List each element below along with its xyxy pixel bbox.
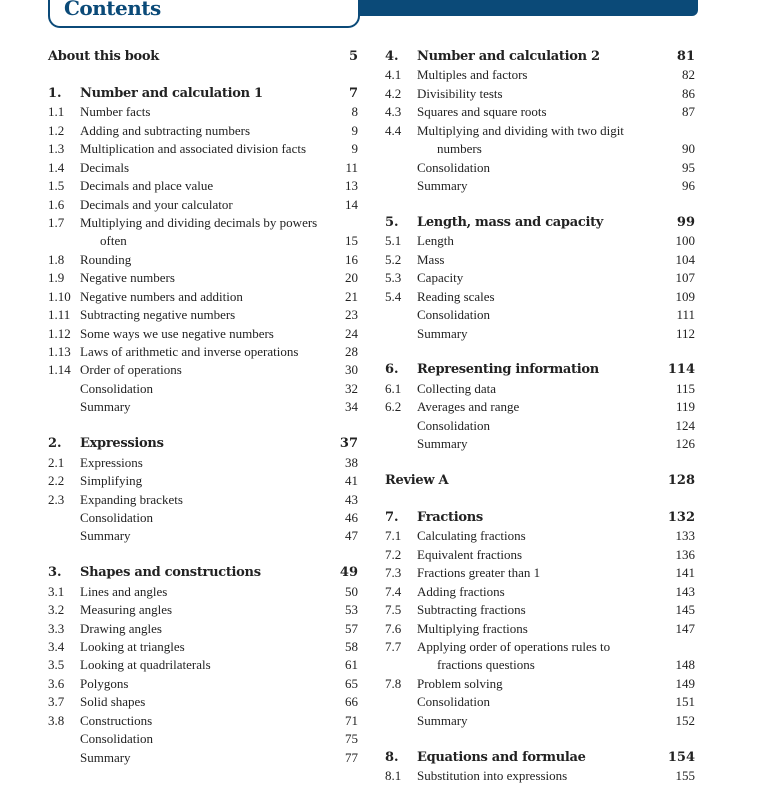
- toc-spacer: [385, 454, 695, 472]
- toc-chapter-heading[interactable]: [385, 361, 695, 379]
- entry-page: 24: [345, 325, 358, 341]
- entry-page: 30: [345, 362, 358, 378]
- entry-title: Collecting data: [417, 380, 497, 396]
- entry-number: 7.8: [385, 675, 402, 691]
- entry-number: 1.5: [48, 178, 65, 194]
- entry-page: 58: [345, 639, 358, 654]
- toc-entry[interactable]: [48, 251, 358, 269]
- toc-entry[interactable]: [385, 232, 695, 250]
- entry-title: Measuring angles: [80, 602, 173, 618]
- entry-title: Subtracting fractions: [417, 602, 526, 618]
- entry-page: 21: [345, 288, 358, 304]
- toc-spacer: [385, 730, 695, 748]
- entry-page: 154: [667, 749, 695, 765]
- entry-number: 7.5: [385, 602, 402, 618]
- entry-page: 49: [339, 565, 358, 581]
- entry-title: Rounding: [80, 251, 132, 267]
- entry-page: 81: [676, 49, 695, 64]
- toc-entry[interactable]: [48, 380, 358, 398]
- toc-entry[interactable]: [48, 103, 358, 121]
- entry-number: 4.2: [385, 85, 402, 101]
- entry-title: Number and calculation 2: [417, 49, 600, 64]
- entry-number: 1.13: [48, 344, 71, 359]
- toc-entry[interactable]: [385, 159, 695, 177]
- toc-entry[interactable]: [385, 583, 695, 601]
- entry-title: Expressions: [80, 436, 164, 452]
- entry-page: 86: [682, 85, 695, 101]
- entry-number: 5.4: [385, 288, 402, 304]
- entry-title: Consolidation: [417, 417, 490, 433]
- toc-chapter-heading[interactable]: [48, 564, 358, 582]
- entry-title: Multiplying and dividing decimals by powers: [80, 214, 318, 230]
- entry-page: 53: [345, 602, 358, 618]
- entry-title: Mass: [417, 251, 445, 267]
- entry-title: Representing information: [417, 362, 599, 378]
- entry-page: 155: [675, 768, 695, 784]
- entry-page: 9: [351, 122, 358, 138]
- entry-number: 3.6: [48, 675, 65, 691]
- toc-entry[interactable]: [48, 122, 358, 140]
- entry-number: 4.: [385, 49, 399, 64]
- entry-title: Some ways we use negative numbers: [80, 325, 274, 341]
- toc-entry[interactable]: [385, 122, 695, 140]
- toc-entry[interactable]: [385, 527, 695, 545]
- toc-entry[interactable]: [48, 601, 358, 619]
- toc-entry[interactable]: [48, 527, 358, 545]
- toc-entry[interactable]: [48, 656, 358, 674]
- toc-entry[interactable]: [385, 712, 695, 730]
- entry-page: 149: [675, 675, 695, 691]
- entry-title: Simplifying: [80, 473, 143, 489]
- entry-title: Substitution into expressions: [417, 768, 568, 784]
- entry-page: 99: [676, 214, 695, 230]
- entry-page: 50: [345, 583, 358, 599]
- toc-entry[interactable]: [48, 361, 358, 379]
- toc-entry[interactable]: [48, 638, 358, 656]
- entry-number: 5.2: [385, 251, 402, 267]
- entry-number: 1.8: [48, 251, 65, 267]
- entry-page: 145: [675, 602, 695, 618]
- entry-page: 141: [675, 565, 695, 581]
- entry-title: Polygons: [80, 675, 129, 691]
- entry-page: 14: [345, 196, 358, 212]
- entry-title: Expanding brackets: [80, 491, 183, 507]
- entry-title: Reading scales: [417, 288, 495, 304]
- toc-spacer: [385, 196, 695, 214]
- entry-page: 148: [675, 657, 695, 673]
- entry-page: 28: [345, 344, 358, 359]
- entry-title: Adding fractions: [417, 583, 505, 599]
- toc-entry[interactable]: [48, 712, 358, 730]
- entry-page: 96: [682, 178, 695, 194]
- entry-title: About this book: [48, 49, 160, 64]
- toc-entry[interactable]: [385, 435, 695, 453]
- entry-title: Summary: [80, 749, 131, 765]
- entry-number: 1.14: [48, 362, 71, 378]
- entry-page: 11: [345, 159, 358, 175]
- entry-number: 7.3: [385, 565, 402, 581]
- entry-title: Multiplying and dividing with two digit: [417, 122, 624, 138]
- toc-entry[interactable]: [385, 417, 695, 435]
- entry-number: 2.1: [48, 454, 65, 470]
- entry-number: 5.: [385, 214, 399, 230]
- entry-number: 4.3: [385, 104, 402, 120]
- entry-title: Problem solving: [417, 675, 503, 691]
- entry-title: Summary: [417, 436, 468, 452]
- page-title: Contents: [64, 0, 161, 20]
- entry-page: 133: [675, 528, 695, 544]
- toc-entry[interactable]: [385, 103, 695, 121]
- entry-page: 104: [675, 251, 695, 267]
- toc-entry[interactable]: [48, 620, 358, 638]
- entry-page: 87: [682, 104, 695, 120]
- entry-number: 7.2: [385, 546, 402, 562]
- entry-title: Summary: [417, 325, 468, 341]
- toc-chapter-heading[interactable]: [385, 48, 695, 66]
- entry-page: 107: [675, 270, 695, 286]
- entry-title: Multiplying fractions: [417, 620, 528, 636]
- toc-entry[interactable]: [385, 177, 695, 195]
- toc-entry[interactable]: [385, 380, 695, 398]
- entry-page: 128: [667, 473, 695, 489]
- entry-title: Calculating fractions: [417, 528, 526, 544]
- entry-page: 82: [682, 67, 695, 83]
- entry-title: Multiples and factors: [417, 67, 528, 83]
- entry-page: 143: [675, 583, 695, 599]
- entry-page: 71: [345, 712, 358, 728]
- entry-number: 3.: [48, 565, 62, 581]
- entry-page: 32: [345, 380, 358, 396]
- toc-chapter-heading[interactable]: [385, 472, 695, 490]
- entry-title: Fractions greater than 1: [417, 565, 541, 581]
- entry-number: 1.4: [48, 159, 65, 175]
- toc-chapter-heading[interactable]: [385, 509, 695, 527]
- toc-entry[interactable]: [48, 509, 358, 527]
- entry-page: 114: [667, 362, 695, 378]
- toc-entry[interactable]: [385, 269, 695, 287]
- toc-entry[interactable]: [48, 177, 358, 195]
- entry-page: 5: [348, 49, 358, 64]
- entry-number: 3.8: [48, 712, 65, 728]
- toc-entry[interactable]: [48, 288, 358, 306]
- entry-number: 3.7: [48, 694, 65, 710]
- toc-entry[interactable]: [48, 306, 358, 324]
- entry-title: Summary: [80, 528, 131, 544]
- toc-entry[interactable]: [48, 398, 358, 416]
- entry-page: 37: [339, 436, 358, 452]
- entry-number: 1.9: [48, 270, 65, 286]
- entry-page: 46: [345, 509, 358, 525]
- entry-number: 5.1: [385, 233, 402, 249]
- entry-page: 43: [345, 491, 358, 507]
- entry-page: 124: [675, 417, 695, 433]
- toc-entry[interactable]: [385, 398, 695, 416]
- entry-title: Squares and square roots: [417, 104, 547, 120]
- entry-title: Consolidation: [417, 159, 490, 175]
- toc-entry[interactable]: [385, 251, 695, 269]
- entry-number: 7.4: [385, 583, 402, 599]
- toc-entry[interactable]: [48, 749, 358, 767]
- entry-title: Looking at triangles: [80, 639, 185, 654]
- toc-entry[interactable]: [385, 767, 695, 785]
- entry-title: Consolidation: [80, 380, 153, 396]
- entry-page: 132: [667, 509, 695, 525]
- toc-entry[interactable]: [385, 140, 695, 158]
- toc-entry[interactable]: [385, 601, 695, 619]
- toc-spacer: [48, 417, 358, 435]
- entry-number: 7.6: [385, 620, 402, 636]
- entry-title: Decimals and place value: [80, 178, 214, 194]
- entry-title: Capacity: [417, 270, 464, 286]
- toc-entry[interactable]: [385, 638, 695, 656]
- toc-chapter-heading[interactable]: [385, 214, 695, 232]
- entry-page: 20: [345, 270, 358, 286]
- entry-title: Negative numbers and addition: [80, 288, 243, 304]
- entry-title: Consolidation: [80, 509, 153, 525]
- entry-page: 109: [675, 288, 695, 304]
- toc-entry[interactable]: [48, 269, 358, 287]
- entry-title: Solid shapes: [80, 694, 146, 710]
- entry-title: Multiplication and associated division facts: [80, 141, 307, 157]
- toc-entry[interactable]: [385, 620, 695, 638]
- entry-page: 57: [345, 620, 358, 636]
- entry-title: Divisibility tests: [417, 85, 503, 101]
- entry-title: often: [100, 233, 127, 249]
- entry-title: Drawing angles: [80, 620, 162, 636]
- toc-entry[interactable]: [385, 85, 695, 103]
- toc-spacer: [385, 491, 695, 509]
- entry-title: Length, mass and capacity: [417, 214, 604, 230]
- entry-page: 47: [345, 528, 358, 544]
- entry-number: 3.2: [48, 602, 65, 618]
- entry-title: Consolidation: [417, 307, 490, 323]
- entry-page: 115: [675, 380, 695, 396]
- entry-number: 3.3: [48, 620, 65, 636]
- entry-number: 7.: [385, 509, 399, 525]
- entry-page: 136: [675, 546, 695, 562]
- entry-title: fractions questions: [437, 657, 535, 673]
- entry-page: 77: [345, 749, 358, 765]
- toc-chapter-heading[interactable]: [48, 48, 358, 66]
- toc-entry[interactable]: [48, 693, 358, 711]
- entry-page: 147: [675, 620, 695, 636]
- entry-page: 9: [351, 141, 358, 157]
- entry-number: 1.11: [48, 307, 71, 323]
- entry-number: 3.5: [48, 657, 65, 673]
- toc-entry[interactable]: [48, 454, 358, 472]
- entry-number: 6.2: [385, 399, 402, 415]
- entry-page: 61: [345, 657, 358, 673]
- entry-title: Number and calculation 1: [80, 85, 263, 101]
- entry-title: Number facts: [80, 104, 151, 120]
- entry-page: 90: [682, 141, 695, 157]
- entry-page: 7: [348, 85, 358, 101]
- entry-number: 8.: [385, 749, 399, 765]
- toc-entry[interactable]: [48, 675, 358, 693]
- entry-page: 8: [351, 104, 358, 120]
- entry-title: Fractions: [417, 509, 483, 525]
- toc-spacer: [385, 343, 695, 361]
- toc-spacer: [48, 66, 358, 84]
- entry-page: 34: [345, 399, 358, 415]
- entry-page: 38: [345, 454, 358, 470]
- entry-number: 1.7: [48, 214, 65, 230]
- entry-title: Decimals: [80, 159, 130, 175]
- toc-entry[interactable]: [385, 546, 695, 564]
- toc-chapter-heading[interactable]: [48, 435, 358, 453]
- toc-chapter-heading[interactable]: [385, 749, 695, 767]
- entry-number: 2.3: [48, 491, 65, 507]
- entry-page: 13: [345, 178, 358, 194]
- toc-entry[interactable]: [385, 288, 695, 306]
- entry-page: 119: [675, 399, 695, 415]
- entry-number: 3.1: [48, 583, 65, 599]
- toc-entry[interactable]: [48, 491, 358, 509]
- entry-title: Equivalent fractions: [417, 546, 523, 562]
- entry-number: 6.: [385, 362, 399, 378]
- entry-page: 151: [675, 694, 695, 710]
- entry-title: Adding and subtracting numbers: [80, 122, 251, 138]
- toc-entry[interactable]: [385, 564, 695, 582]
- toc-entry[interactable]: [385, 66, 695, 84]
- entry-page: 15: [345, 233, 358, 249]
- entry-number: 4.4: [385, 122, 402, 138]
- entry-page: 75: [345, 731, 358, 747]
- entry-page: 41: [345, 473, 358, 489]
- entry-page: 152: [675, 712, 695, 728]
- entry-number: 1.1: [48, 104, 65, 120]
- toc-entry[interactable]: [48, 140, 358, 158]
- entry-title: Constructions: [80, 712, 153, 728]
- entry-number: 8.1: [385, 768, 402, 784]
- entry-title: Order of operations: [80, 362, 182, 378]
- entry-number: 7.1: [385, 528, 402, 544]
- entry-page: 111: [676, 307, 695, 323]
- entry-number: 1.6: [48, 196, 65, 212]
- entry-title: Summary: [80, 399, 131, 415]
- toc-entry[interactable]: [48, 214, 358, 232]
- entry-number: 5.3: [385, 270, 402, 286]
- toc-entry[interactable]: [48, 583, 358, 601]
- entry-title: Decimals and your calculator: [80, 196, 233, 212]
- entry-title: Negative numbers: [80, 270, 175, 286]
- entry-number: 1.3: [48, 141, 65, 157]
- toc-chapter-heading[interactable]: [48, 85, 358, 103]
- entry-title: Review A: [385, 473, 449, 489]
- entry-title: Consolidation: [417, 694, 490, 710]
- entry-title: Summary: [417, 178, 468, 194]
- toc-entry[interactable]: [48, 730, 358, 748]
- entry-number: 1.2: [48, 122, 65, 138]
- entry-title: Averages and range: [417, 399, 520, 415]
- toc-entry[interactable]: [48, 325, 358, 343]
- entry-page: 65: [345, 675, 358, 691]
- toc-spacer: [48, 546, 358, 564]
- entry-page: 16: [345, 251, 358, 267]
- entry-number: 7.7: [385, 639, 402, 654]
- entry-page: 95: [682, 159, 695, 175]
- entry-number: 4.1: [385, 67, 402, 83]
- toc-entry[interactable]: [385, 675, 695, 693]
- entry-page: 100: [675, 233, 695, 249]
- entry-title: Expressions: [80, 454, 143, 470]
- toc-entry[interactable]: [385, 693, 695, 711]
- toc-right-column: [385, 48, 695, 786]
- toc-entry[interactable]: [48, 343, 358, 361]
- entry-page: 112: [675, 325, 695, 341]
- toc-entry[interactable]: [48, 196, 358, 214]
- entry-number: 2.2: [48, 473, 65, 489]
- entry-title: Lines and angles: [80, 583, 168, 599]
- entry-number: 6.1: [385, 380, 402, 396]
- entry-title: Summary: [417, 712, 468, 728]
- header-accent-bar: [352, 0, 698, 16]
- entry-number: 2.: [48, 436, 62, 452]
- entry-page: 23: [345, 307, 358, 323]
- entry-number: 1.12: [48, 325, 71, 341]
- entry-page: 126: [675, 436, 695, 452]
- entry-title: Subtracting negative numbers: [80, 307, 236, 323]
- toc-left-column: [48, 48, 358, 767]
- entry-number: 3.4: [48, 639, 65, 654]
- toc-entry[interactable]: [385, 306, 695, 324]
- entry-number: 1.: [48, 85, 62, 101]
- toc-entry[interactable]: [48, 159, 358, 177]
- entry-title: Equations and formulae: [417, 749, 586, 765]
- toc-entry[interactable]: [48, 232, 358, 250]
- entry-title: Length: [417, 233, 454, 249]
- entry-title: numbers: [437, 141, 482, 157]
- entry-page: 66: [345, 694, 358, 710]
- entry-title: Applying order of operations rules to: [417, 639, 611, 654]
- entry-number: 1.10: [48, 288, 71, 304]
- contents-title-box: [48, 0, 360, 28]
- entry-title: Laws of arithmetic and inverse operations: [80, 344, 299, 359]
- entry-title: Consolidation: [80, 731, 153, 747]
- entry-title: Looking at quadrilaterals: [80, 657, 211, 673]
- entry-title: Shapes and constructions: [80, 565, 261, 581]
- toc-entry[interactable]: [48, 472, 358, 490]
- toc-entry[interactable]: [385, 325, 695, 343]
- toc-entry[interactable]: [385, 656, 695, 674]
